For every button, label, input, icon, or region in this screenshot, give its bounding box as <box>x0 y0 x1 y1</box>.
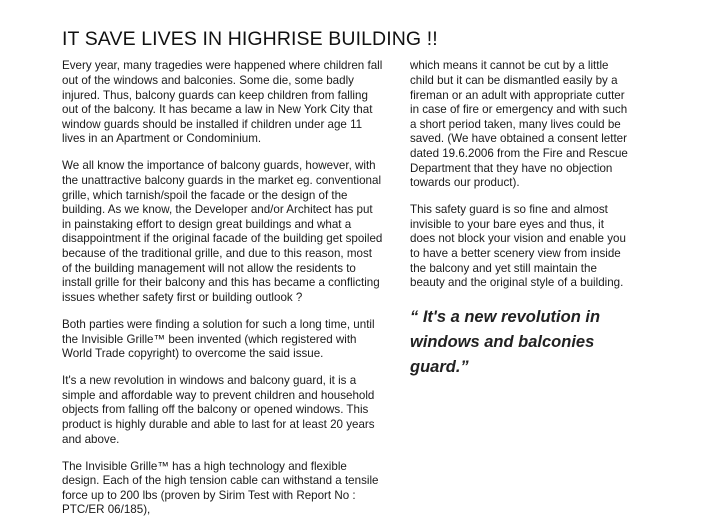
right-column <box>410 59 632 379</box>
paragraph: Both parties were finding a solution for such a long time, until the Invisible Grille™ been invented (which registered with World Trade copyright) to overcome the said issue. <box>62 317 375 361</box>
paragraph: Every year, many tragedies were happened where children fall out of the windows and balconies. Some die, some badly injured. Thus, balcony guards can keep children from falling out of the balcony. It has became a law in New York City that window guards should be installed if children under age 11 lives in an Apartment or Condominium. <box>62 59 383 146</box>
left-column <box>62 59 384 518</box>
paragraph: This safety guard is so fine and almost invisible to your bare eyes and thus, it does not block your vision and enable you to have a better scenery view from inside the balcony and yet still maintain the beauty and the original style of a building. <box>410 203 626 290</box>
page-title: IT SAVE LIVES IN HIGHRISE BUILDING !! <box>62 28 438 50</box>
paragraph: The Invisible Grille™ has a high technology and flexible design. Each of the high tension cable can withstand a tensile force up to 200 lbs (proven by Sirim Test with Report No : PTC/ER 06/185), <box>62 459 379 517</box>
paragraph: We all know the importance of balcony guards, however, with the unattractive balcony guards in the market eg. conventional grille, which tarnish/spoil the facade or the design of the building. As we know, the Developer and/or Architect has put in painstaking effort to design great buildings and what a disappointment if the original facade of the building get spoiled because of the traditional grille, and due to this reason, most of the building management will not allow the residents to install grille for their balcony and this has became a conflicting issues whether safety first or building outlook ? <box>62 159 383 304</box>
two-column-body <box>62 59 670 518</box>
pull-quote: “ It's a new revolution in windows and balconies guard.” <box>410 307 601 376</box>
paragraph: which means it cannot be cut by a little child but it can be dismantled easily by a fireman or an adult with appropriate cutter in case of fire or emergency and with such a short period taken, many lives could be saved. (We have obtained a consent letter dated 19.6.2006 from the Fire and Rescue Department that they have no objection towards our product). <box>410 59 628 190</box>
paragraph: It's a new revolution in windows and balcony guard, it is a simple and affordable way to prevent children and household objects from falling off the balcony or opened windows. This product is highly durable and able to last for at least 20 years and above. <box>62 374 375 446</box>
